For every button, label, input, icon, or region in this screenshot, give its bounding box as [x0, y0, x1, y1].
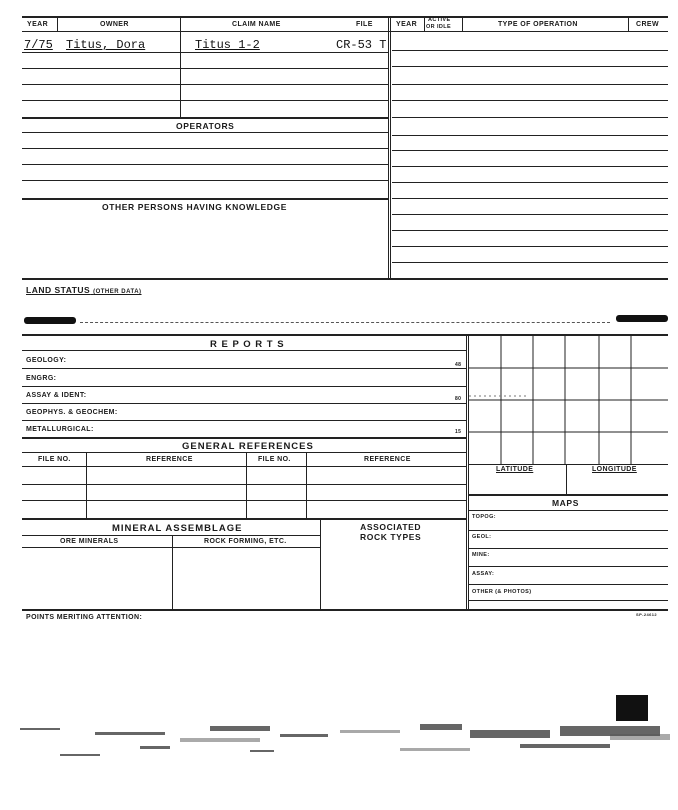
map-label-geol: GEOL: — [472, 534, 492, 540]
latitude-label: LATITUDE — [496, 466, 534, 473]
ref-col-divider — [306, 452, 307, 518]
report-num: 80 — [455, 396, 462, 402]
lower-section-bottom-rule — [22, 609, 668, 611]
redaction-mark — [24, 317, 76, 324]
mineral-assemblage-heading: MINERAL ASSEMBLAGE — [112, 523, 243, 534]
row-rule — [22, 420, 466, 421]
row-rule — [22, 52, 388, 53]
row-rule — [22, 180, 388, 181]
main-column-divider — [388, 16, 391, 280]
report-label-geology: GEOLOGY: — [26, 357, 67, 364]
right-row-rule — [392, 262, 668, 263]
right-row-rule — [392, 166, 668, 167]
header-type-of-operation: TYPE OF OPERATION — [498, 21, 578, 28]
right-row-rule — [392, 66, 668, 67]
land-status-label: LAND STATUS — [26, 285, 91, 295]
ref-col-file-no-2: FILE NO. — [258, 456, 291, 463]
header-file: FILE — [356, 21, 373, 28]
points-meriting-attention-heading: POINTS MERITING ATTENTION: — [26, 614, 143, 621]
map-label-other: OTHER (& PHOTOS) — [472, 589, 532, 595]
entry-year: 7/75 — [24, 38, 53, 52]
ref-col-file-no: FILE NO. — [38, 456, 71, 463]
row-rule — [469, 548, 668, 549]
form-code: SP-24612 — [636, 612, 657, 617]
right-row-rule — [392, 230, 668, 231]
row-rule — [22, 164, 388, 165]
report-label-geophys: GEOPHYS. & GEOCHEM: — [26, 409, 118, 416]
ref-col-reference: REFERENCE — [146, 456, 193, 463]
report-label-assay: ASSAY & IDENT: — [26, 392, 87, 399]
associated-rock-types-heading: ASSOCIATED ROCK TYPES — [360, 522, 422, 542]
row-rule — [469, 584, 668, 585]
row-rule — [22, 437, 466, 439]
row-rule — [22, 84, 388, 85]
row-rule — [22, 132, 388, 133]
row-rule — [469, 530, 668, 531]
general-references-heading: GENERAL REFERENCES — [182, 441, 314, 452]
entry-file: CR-53 T — [336, 38, 387, 52]
dashed-rule — [80, 322, 610, 323]
row-rule — [22, 547, 320, 548]
row-rule — [22, 466, 466, 467]
row-rule — [22, 500, 466, 501]
maps-top-rule — [469, 494, 668, 496]
right-row-rule — [392, 182, 668, 183]
lat-long-divider — [566, 464, 567, 494]
top-border — [22, 16, 668, 18]
rock-forming-heading: ROCK FORMING, ETC. — [204, 538, 287, 545]
row-rule — [22, 350, 466, 351]
right-row-rule — [392, 214, 668, 215]
row-rule — [469, 566, 668, 567]
row-rule — [22, 68, 388, 69]
ore-minerals-heading: ORE MINERALS — [60, 538, 119, 545]
references-bottom-rule — [22, 518, 466, 520]
col-divider — [180, 17, 181, 31]
report-num: 15 — [455, 429, 462, 435]
col-divider — [462, 17, 463, 31]
row-rule — [22, 368, 466, 369]
row-rule — [22, 484, 466, 485]
right-row-rule — [392, 117, 668, 118]
mineral-col-divider — [172, 535, 173, 610]
map-label-topog: TOPOG: — [472, 514, 496, 520]
row-rule — [469, 464, 668, 465]
mineral-divider — [320, 518, 321, 610]
right-row-rule — [392, 100, 668, 101]
header-crew: CREW — [636, 21, 659, 28]
header-year-2: YEAR — [396, 21, 418, 28]
entry-owner: Titus, Dora — [66, 38, 146, 52]
right-row-rule — [392, 198, 668, 199]
land-status-heading — [26, 285, 142, 295]
col-divider — [57, 17, 58, 31]
header-owner: OWNER — [100, 21, 129, 28]
row-rule — [469, 600, 668, 601]
right-row-rule — [392, 84, 668, 85]
land-status-sub: (OTHER DATA) — [93, 289, 142, 295]
report-label-engrg: ENGRG: — [26, 375, 57, 382]
row-rule — [22, 100, 388, 101]
row-rule — [22, 403, 466, 404]
map-label-mine: MINE: — [472, 552, 490, 558]
ref-col-reference-2: REFERENCE — [364, 456, 411, 463]
owner-claim-divider — [180, 31, 181, 117]
ref-col-divider — [86, 452, 87, 518]
map-label-assay: ASSAY: — [472, 571, 495, 577]
report-label-metallurgical: METALLURGICAL: — [26, 426, 94, 433]
right-row-rule — [392, 50, 668, 51]
col-divider — [424, 17, 425, 31]
redaction-mark — [616, 315, 668, 322]
reports-heading: R E P O R T S — [210, 339, 285, 350]
longitude-label: LONGITUDE — [592, 466, 637, 473]
scan-noise — [0, 690, 678, 790]
header-or-idle: OR IDLE — [426, 24, 452, 30]
row-rule — [22, 386, 466, 387]
operators-bottom-rule — [22, 198, 388, 200]
right-row-rule — [392, 135, 668, 136]
report-num: 48 — [455, 362, 462, 368]
row-rule — [22, 535, 320, 536]
header-claim-name: CLAIM NAME — [232, 21, 281, 28]
other-persons-heading: OTHER PERSONS HAVING KNOWLEDGE — [102, 202, 288, 212]
entry-claim-name: Titus 1-2 — [195, 38, 260, 52]
ref-col-divider — [246, 452, 247, 518]
maps-heading: MAPS — [552, 498, 579, 508]
right-row-rule — [392, 150, 668, 151]
owners-bottom-rule — [22, 117, 388, 119]
row-rule — [22, 148, 388, 149]
location-grid — [469, 336, 668, 464]
row-rule — [22, 452, 466, 453]
operators-heading: OPERATORS — [176, 121, 235, 131]
col-divider — [628, 17, 629, 31]
right-row-rule — [392, 246, 668, 247]
header-active: ACTIVE — [428, 17, 451, 23]
header-bottom-rule — [22, 31, 668, 32]
header-year: YEAR — [27, 21, 49, 28]
upper-section-bottom-rule — [22, 278, 668, 280]
row-rule — [469, 510, 668, 511]
